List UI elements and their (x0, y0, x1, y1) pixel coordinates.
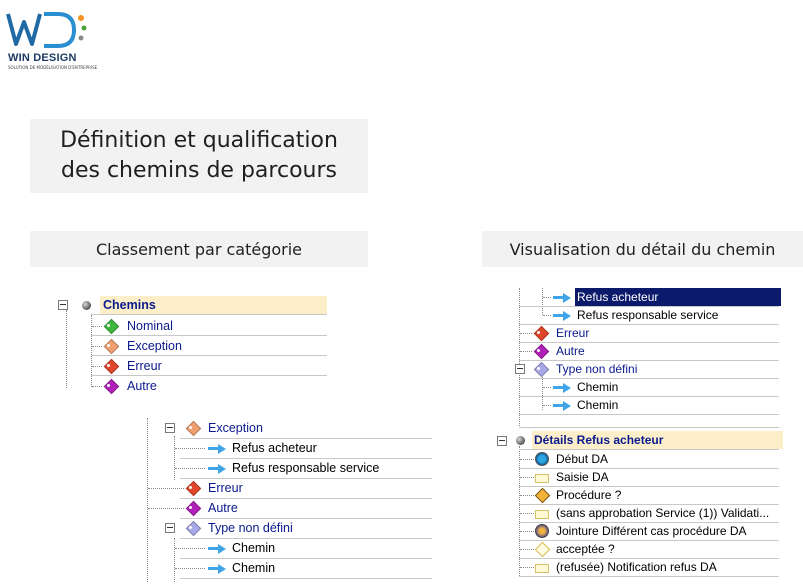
path-label: Chemin (232, 541, 276, 555)
tree-item-type-non-defini[interactable] (138, 518, 432, 538)
tree-item-label: Autre (208, 501, 238, 515)
collapse-toggle-icon[interactable] (58, 300, 68, 310)
procedure-gateway-icon (535, 488, 551, 504)
tree-item-erreur[interactable] (56, 356, 328, 376)
path-label: Refus acheteur (232, 441, 317, 455)
tag-red-icon (534, 327, 546, 338)
path-arrow-icon (553, 292, 571, 302)
tree-item-label: Erreur (208, 481, 243, 495)
path-chemin[interactable] (497, 396, 783, 414)
task-icon (535, 564, 549, 573)
path-label: Chemin (232, 561, 276, 575)
logo-brand: WIN DESIGN (8, 52, 77, 64)
tree-item-label: Type non défini (556, 362, 638, 376)
tree-item-label: Exception (208, 421, 263, 435)
category-detail-tree (138, 418, 432, 582)
start-event-icon (535, 452, 549, 466)
collapse-toggle-icon[interactable] (165, 423, 175, 433)
tree-item-exception[interactable] (138, 418, 432, 438)
step-label: Procédure ? (556, 488, 622, 502)
task-icon (535, 510, 549, 519)
tag-purple-icon (534, 345, 546, 356)
tag-red-icon (104, 360, 116, 371)
path-arrow-icon (553, 382, 571, 392)
page-title-text: Définition et qualification des chemins de parcours (60, 128, 338, 183)
tag-orange-icon (186, 422, 198, 433)
step-validation[interactable] (497, 504, 783, 522)
path-chemin[interactable] (497, 378, 783, 396)
tree-root-chemins[interactable] (100, 296, 327, 314)
tree-item-nominal[interactable] (56, 316, 328, 336)
tree-item-label: Exception (127, 339, 182, 353)
step-label: Jointure Différent cas procédure DA (556, 524, 747, 538)
subheading-left: Classement par catégorie (30, 231, 368, 267)
details-header-label: Détails Refus acheteur (534, 433, 664, 447)
windesign-logo (4, 8, 98, 74)
step-debut-da[interactable] (497, 450, 783, 468)
collapse-toggle-icon[interactable] (497, 436, 507, 446)
path-chemin[interactable] (138, 558, 432, 578)
subheading-right: Visualisation du détail du chemin (482, 231, 803, 267)
path-label: Refus responsable service (232, 461, 380, 475)
path-detail-tree (497, 288, 783, 580)
path-arrow-icon (208, 563, 226, 573)
step-notification[interactable] (497, 558, 783, 576)
path-refus-acheteur-selected[interactable] (497, 288, 783, 306)
logo-tagline: SOLUTION DE MODÉLISATION D'ENTREPRISE (8, 65, 98, 70)
path-label: Refus acheteur (575, 288, 781, 306)
page-title (30, 119, 368, 193)
tree-item-label: Type non défini (208, 521, 293, 535)
tag-purple-icon (104, 380, 116, 391)
tree-item-label: Nominal (127, 319, 173, 333)
path-arrow-icon (208, 543, 226, 553)
logo-mark-icon (4, 8, 90, 52)
tag-green-icon (104, 320, 116, 331)
decision-icon (535, 542, 551, 558)
join-icon (535, 524, 549, 538)
tree-item-autre[interactable] (56, 376, 328, 396)
path-refus-acheteur[interactable] (138, 438, 432, 458)
path-chemin[interactable] (138, 538, 432, 558)
tree-item-label: Erreur (556, 326, 590, 340)
tag-purple-icon (186, 502, 198, 513)
step-label: Saisie DA (556, 470, 609, 484)
tag-gray-icon (534, 363, 546, 374)
collapse-toggle-icon[interactable] (515, 364, 525, 374)
root-node-icon (82, 301, 91, 310)
path-arrow-icon (208, 443, 226, 453)
tree-item-erreur[interactable] (138, 478, 432, 498)
path-arrow-icon (553, 400, 571, 410)
tag-orange-icon (104, 340, 116, 351)
tree-item-exception[interactable] (56, 336, 328, 356)
path-arrow-icon (208, 463, 226, 473)
collapse-toggle-icon[interactable] (165, 523, 175, 533)
task-icon (535, 474, 549, 483)
step-procedure[interactable] (497, 486, 783, 504)
step-label: (refusée) Notification refus DA (556, 560, 717, 574)
tree-item-type-non-defini[interactable] (497, 360, 783, 378)
step-label: acceptée ? (556, 542, 615, 556)
path-label: Chemin (577, 380, 619, 394)
step-label: Début DA (556, 452, 609, 466)
root-node-icon (516, 436, 525, 445)
step-jointure[interactable] (497, 522, 783, 540)
category-tree (56, 295, 328, 395)
path-arrow-icon (553, 310, 571, 320)
details-header[interactable] (532, 431, 783, 449)
path-refus-responsable[interactable] (138, 458, 432, 478)
tree-item-erreur[interactable] (497, 324, 783, 342)
tag-red-icon (186, 482, 198, 493)
step-acceptee[interactable] (497, 540, 783, 558)
tree-root-label: Chemins (103, 298, 156, 312)
step-saisie-da[interactable] (497, 468, 783, 486)
tree-item-autre[interactable] (497, 342, 783, 360)
tag-gray-icon (186, 522, 198, 533)
path-label: Chemin (577, 398, 619, 412)
step-label: (sans approbation Service (1)) Validati... (556, 506, 770, 520)
path-label: Refus responsable service (577, 308, 719, 322)
tree-item-label: Autre (127, 379, 157, 393)
tree-item-label: Erreur (127, 359, 162, 373)
path-refus-responsable[interactable] (497, 306, 783, 324)
tree-item-autre[interactable] (138, 498, 432, 518)
tree-item-label: Autre (556, 344, 585, 358)
